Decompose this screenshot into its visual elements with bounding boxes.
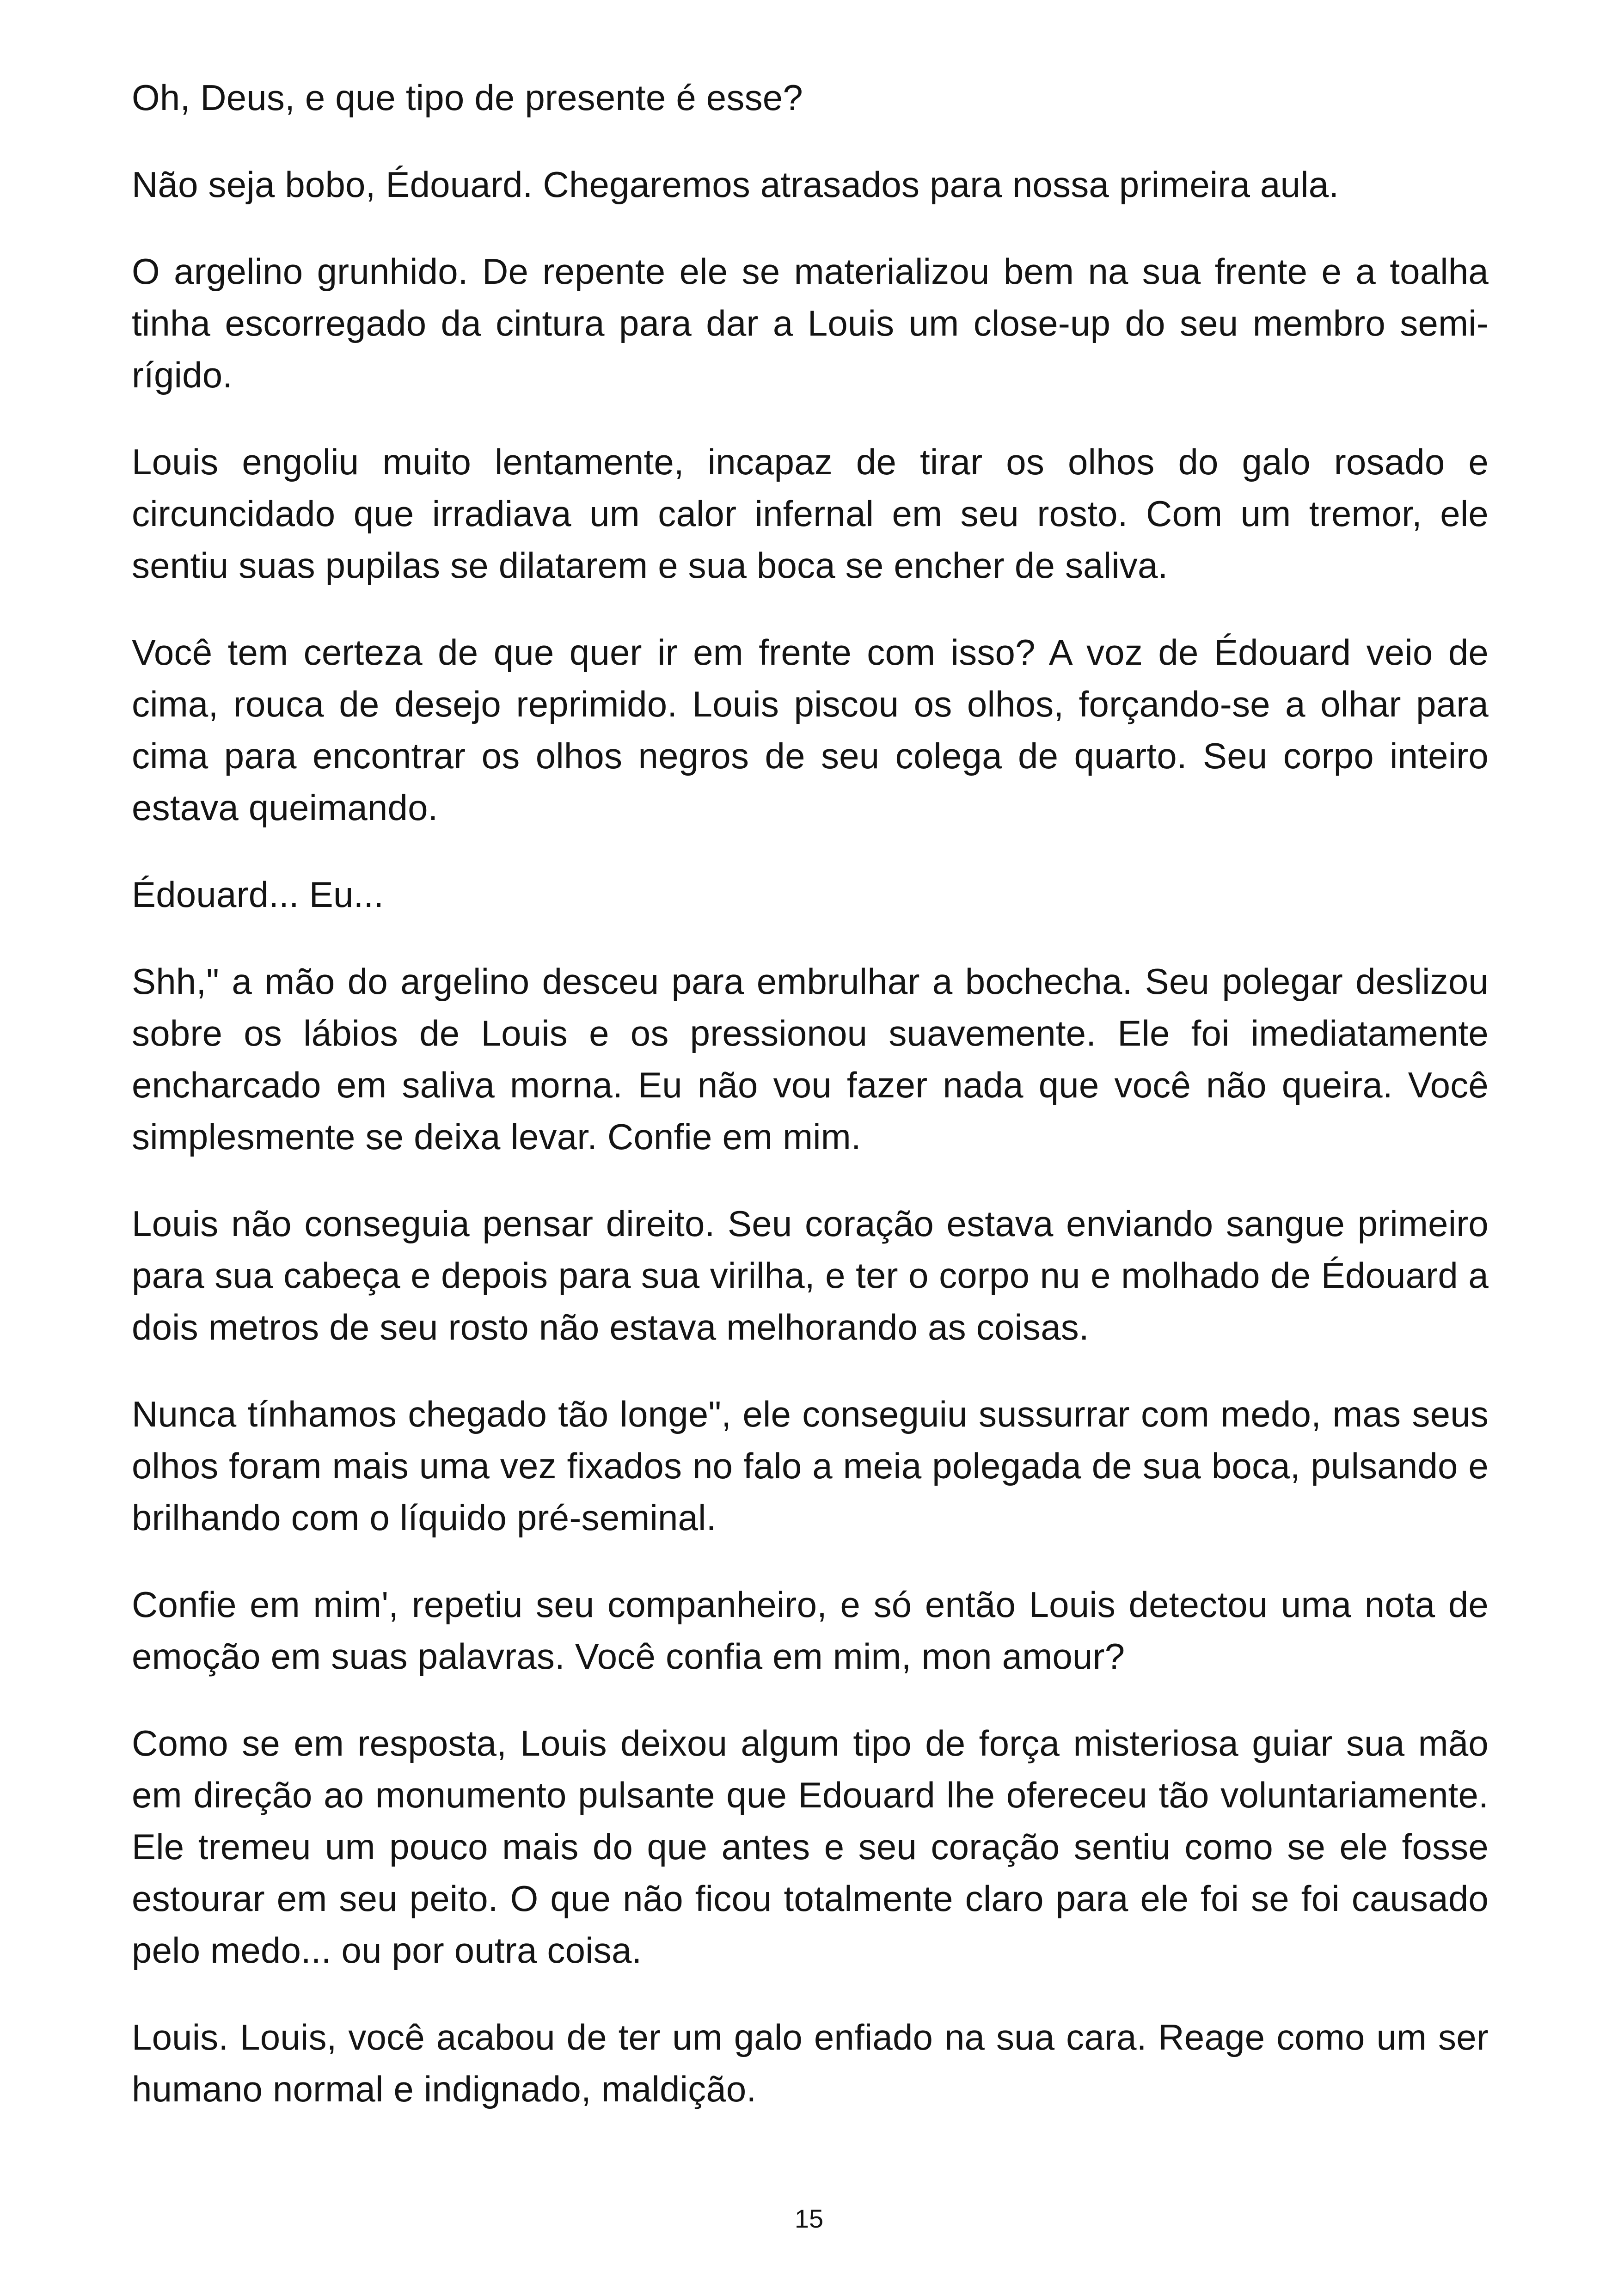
paragraph-6: Édouard... Eu... bbox=[132, 874, 384, 915]
page-number: 15 bbox=[794, 2204, 824, 2233]
body-text bbox=[132, 72, 1489, 2150]
paragraph-10: Confie em mim', repetiu seu companheiro, e só então Louis detectou uma nota de emoção em suas palavras. Você confia em mim, mon amour? bbox=[132, 1584, 1489, 1677]
paragraph-8: Louis não conseguia pensar direito. Seu coração estava enviando sangue primeiro para sua cabeça e depois para sua virilha, e ter o corpo nu e molhado de Édouard a dois metros de seu rosto não estava melhorando as coisas. bbox=[132, 1203, 1489, 1347]
paragraph-9: Nunca tínhamos chegado tão longe", ele conseguiu sussurrar com medo, mas seus olhos foram mais uma vez fixados no falo a meia polegada de sua boca, pulsando e brilhando com o líquido pré-seminal. bbox=[132, 1394, 1489, 1538]
paragraph-3: O argelino grunhido. De repente ele se materializou bem na sua frente e a toalha tinha escorregado da cintura para dar a Louis um close-up do seu membro semi-rígido. bbox=[132, 251, 1489, 395]
paragraph-5: Você tem certeza de que quer ir em frente com isso? A voz de Édouard veio de cima, rouca de desejo reprimido. Louis piscou os olhos, forçando-se a olhar para cima para encontrar os olhos negros de seu colega de quarto. Seu corpo inteiro estava queimando. bbox=[132, 632, 1489, 828]
paragraph-2: Não seja bobo, Édouard. Chegaremos atrasados para nossa primeira aula. bbox=[132, 164, 1339, 205]
paragraph-4: Louis engoliu muito lentamente, incapaz de tirar os olhos do galo rosado e circuncidado que irradiava um calor infernal em seu rosto. Com um tremor, ele sentiu suas pupilas se dilatarem e sua boca se encher de saliva. bbox=[132, 441, 1489, 586]
paragraph-11: Como se em resposta, Louis deixou algum tipo de força misteriosa guiar sua mão em direção ao monumento pulsante que Edouard lhe ofereceu tão voluntariamente. Ele tremeu um pouco mais do que antes e seu coração sentiu como se ele fosse estourar em seu peito. O que não ficou totalmente claro para ele foi se foi causado pelo medo... ou por outra coisa. bbox=[132, 1723, 1489, 1971]
paragraph-7: Shh," a mão do argelino desceu para embrulhar a bochecha. Seu polegar deslizou sobre os lábios de Louis e os pressionou suavemente. Ele foi imediatamente encharcado em saliva morna. Eu não vou fazer nada que você não queira. Você simplesmente se deixa levar. Confie em mim. bbox=[132, 961, 1489, 1157]
paragraph-1: Oh, Deus, e que tipo de presente é esse? bbox=[132, 77, 803, 118]
paragraph-12: Louis. Louis, você acabou de ter um galo enfiado na sua cara. Reage como um ser humano normal e indignado, maldição. bbox=[132, 2017, 1489, 2109]
